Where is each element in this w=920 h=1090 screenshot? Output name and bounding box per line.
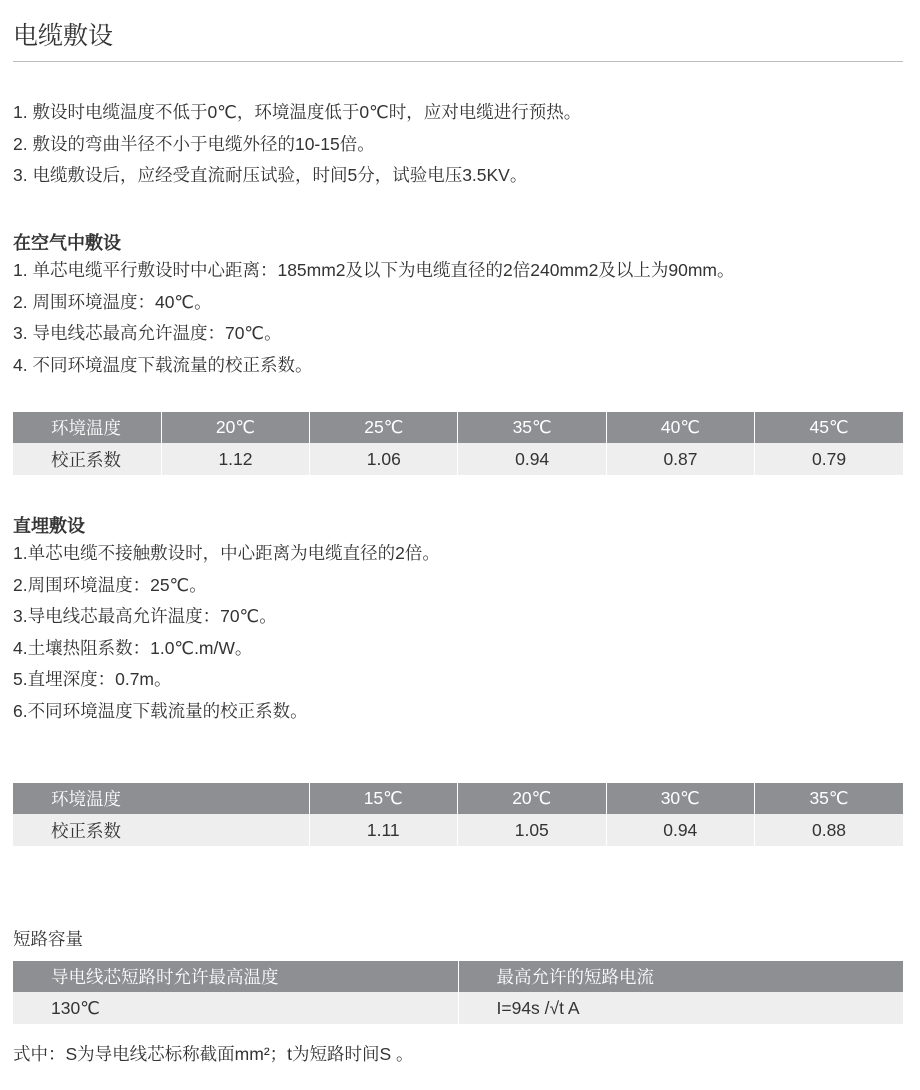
air-laying-list [13,255,734,381]
table-cell: 0.94 [458,443,606,475]
table-cell: 1.12 [161,443,309,475]
general-requirements-list [13,97,581,192]
list-item: 5.直埋深度：0.7m。 [13,669,172,689]
table-header-cell: 最高允许的短路电流 [458,961,903,992]
table-header-cell: 20℃ [458,783,607,814]
list-item: 3.导电线芯最高允许温度：70℃。 [13,606,277,626]
list-item: 1.单芯电缆不接触敷设时，中心距离为电缆直径的2倍。 [13,543,440,563]
buried-laying-heading: 直埋敷设 [13,516,85,536]
buried-correction-table [13,783,903,846]
table-header-cell: 环境温度 [13,783,309,814]
table-cell: 130℃ [13,992,458,1024]
table-row [13,814,903,846]
table-header-cell: 15℃ [309,783,458,814]
table-header-cell: 30℃ [606,783,755,814]
table-header-row [13,961,903,992]
air-correction-table [13,412,903,475]
page-title: 电缆敷设 [13,22,114,50]
table-cell: 校正系数 [13,443,161,475]
table-header-cell: 45℃ [755,412,903,443]
list-item: 2. 敷设的弯曲半径不小于电缆外径的10-15倍。 [13,133,375,154]
list-item: 1. 单芯电缆平行敷设时中心距离：185mm2及以下为电缆直径的2倍240mm2及以上为90mm。 [13,260,735,280]
short-circuit-table [13,961,903,1024]
table-row [13,443,903,475]
list-item: 2. 周围环境温度：40℃。 [13,291,212,312]
short-circuit-formula: I=94s /√t A [458,992,903,1024]
list-item: 4.土壤热阻系数：1.0℃.m/W。 [13,637,253,658]
table-cell: 0.87 [606,443,754,475]
list-item: 2.周围环境温度：25℃。 [13,574,207,595]
table-cell: 1.06 [310,443,458,475]
table-header-cell: 25℃ [310,412,458,443]
table-cell: 0.94 [606,814,755,846]
table-header-cell: 40℃ [606,412,754,443]
table-header-cell: 环境温度 [13,412,161,443]
table-cell: 1.11 [309,814,458,846]
list-item: 1. 敷设时电缆温度不低于0℃，环境温度低于0℃时，应对电缆进行预热。 [13,102,582,122]
list-item: 6.不同环境温度下载流量的校正系数。 [13,700,308,721]
buried-laying-list [13,538,440,727]
table-cell: 校正系数 [13,814,309,846]
table-header-row [13,412,903,443]
short-circuit-heading: 短路容量 [13,929,83,949]
table-row [13,992,903,1024]
table-header-cell: 导电线芯短路时允许最高温度 [13,961,458,992]
table-header-cell: 35℃ [458,412,606,443]
list-item: 3. 导电线芯最高允许温度：70℃。 [13,323,282,343]
list-item: 3. 电缆敷设后，应经受直流耐压试验，时间5分，试验电压3.5KV。 [13,165,528,185]
title-divider [13,61,903,62]
table-cell: 0.88 [755,814,904,846]
table-header-cell: 20℃ [161,412,309,443]
air-laying-heading: 在空气中敷设 [13,233,121,253]
list-item: 4. 不同环境温度下载流量的校正系数。 [13,354,313,375]
formula-note: 式中：S为导电线芯标称截面mm²；t为短路时间S 。 [13,1044,414,1064]
table-header-cell: 35℃ [755,783,904,814]
table-cell: 0.79 [755,443,903,475]
table-cell: 1.05 [458,814,607,846]
table-header-row [13,783,903,814]
